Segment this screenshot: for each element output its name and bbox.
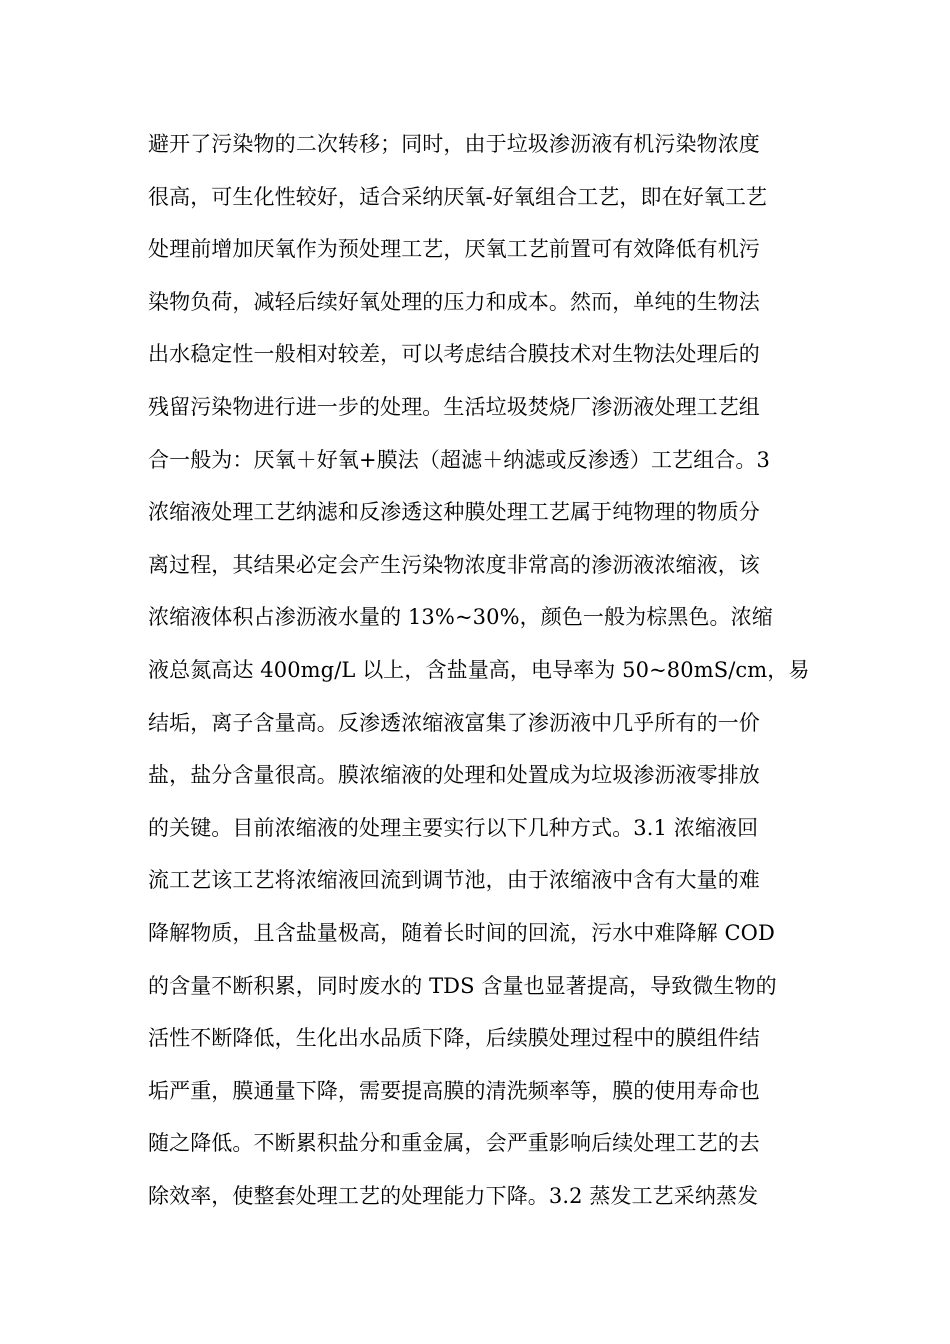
text-line: 浓缩液处理工艺纳滤和反渗透这种膜处理工艺属于纯物理的物质分 [148,500,760,525]
text-line: 出水稳定性一般相对较差，可以考虑结合膜技术对生物法处理后的 [148,342,760,367]
text-line: 离过程，其结果必定会产生污染物浓度非常高的渗沥液浓缩液，该 [148,552,760,577]
text-line: 的含量不断积累，同时废水的 TDS 含量也显著提高，导致微生物的 [148,973,777,998]
text-line: 液总氮高达 400mg/L 以上，含盐量高，电导率为 50~80mS/cm，易 [148,657,810,682]
text-line: 降解物质，且含盐量极高，随着长时间的回流，污水中难降解 COD [148,920,775,945]
text-line: 避开了污染物的二次转移；同时，由于垃圾渗沥液有机污染物浓度 [148,132,760,156]
text-line: 活性不断降低，生化出水品质下降，后续膜处理过程中的膜组件结 [148,1026,760,1051]
text-line: 很高，可生化性较好，适合采纳厌氧-好氧组合工艺，即在好氧工艺 [148,184,768,209]
text-line: 残留污染物进行进一步的处理。生活垃圾焚烧厂渗沥液处理工艺组 [148,394,760,419]
text-line: 垢严重，膜通量下降，需要提高膜的清洗频率等，膜的使用寿命也 [148,1078,760,1103]
text-line: 染物负荷，减轻后续好氧处理的压力和成本。然而，单纯的生物法 [148,289,760,314]
text-line: 浓缩液体积占渗沥液水量的 13%~30%，颜色一般为棕黑色。浓缩 [148,605,773,630]
text-line: 合一般为：厌氧＋好氧+膜法（超滤＋纳滤或反渗透）工艺组合。3 [148,447,770,472]
text-line: 盐，盐分含量很高。膜浓缩液的处理和处置成为垃圾渗沥液零排放 [148,763,760,788]
text-line: 结垢，离子含量高。反渗透浓缩液富集了渗沥液中几乎所有的一价 [148,710,760,735]
text-line: 的关键。目前浓缩液的处理主要实行以下几种方式。3.1 浓缩液回 [148,815,759,840]
text-line: 随之降低。不断累积盐分和重金属，会严重影响后续处理工艺的去 [148,1131,760,1156]
text-line: 处理前增加厌氧作为预处理工艺，厌氧工艺前置可有效降低有机污 [148,237,760,262]
body-paragraph [148,118,808,1222]
text-line: 除效率，使整套处理工艺的处理能力下降。3.2 蒸发工艺采纳蒸发 [148,1183,759,1208]
text-line: 流工艺该工艺将浓缩液回流到调节池，由于浓缩液中含有大量的难 [148,868,760,893]
